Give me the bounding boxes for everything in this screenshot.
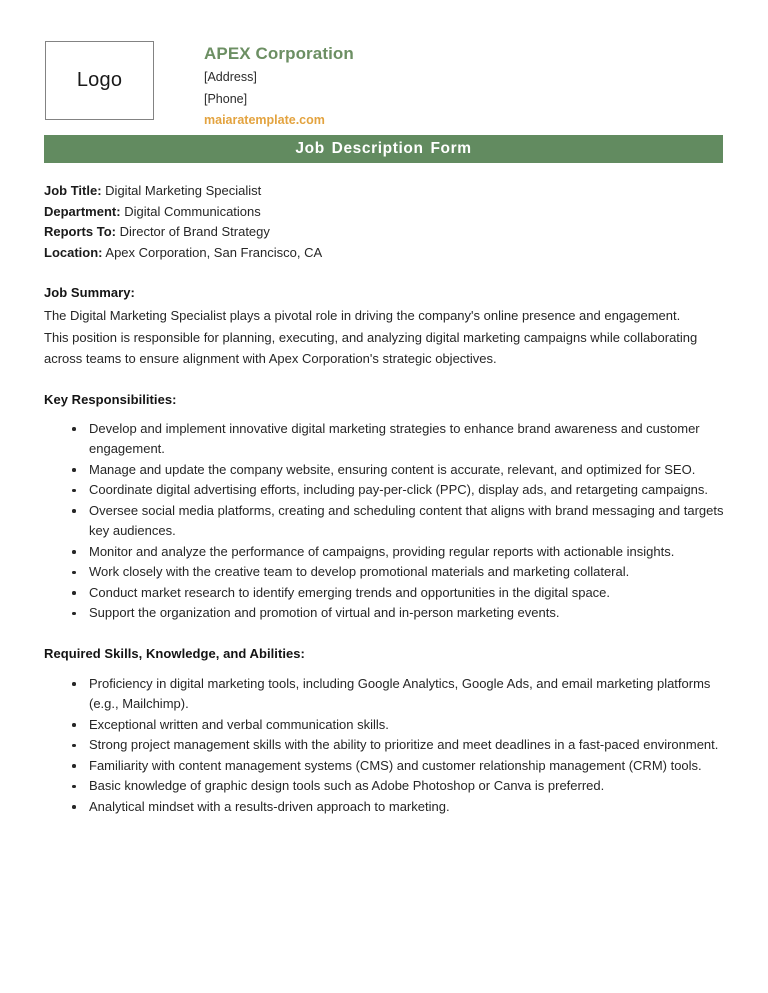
list-item: Work closely with the creative team to develop promotional materials and marketing collateral. — [44, 562, 724, 583]
document-header — [45, 41, 724, 129]
job-title-label: Job Title: — [44, 183, 102, 198]
job-summary-section — [44, 285, 724, 370]
list-item: Oversee social media platforms, creating and scheduling content that aligns with brand messaging and targets key audiences. — [44, 501, 724, 542]
company-info-block — [204, 41, 354, 129]
list-item: Basic knowledge of graphic design tools such as Adobe Photoshop or Canva is preferred. — [44, 776, 724, 797]
form-title: Job Description Form — [295, 140, 472, 157]
list-item: Proficiency in digital marketing tools, including Google Analytics, Google Ads, and email marketing platforms (e.g., Mailchimp). — [44, 674, 724, 715]
reports-to-row — [44, 222, 724, 243]
required-skills-section — [44, 646, 724, 818]
list-item: Exceptional written and verbal communication skills. — [44, 715, 724, 736]
list-item: Manage and update the company website, ensuring content is accurate, relevant, and optimized for SEO. — [44, 460, 724, 481]
job-summary-text: The Digital Marketing Specialist plays a pivotal role in driving the company's online presence and engagement. This position is responsible for planning, executing, and analyzing digital marketing campaigns while collaborating across teams to ensure alignment with Apex Corporation's strategic objectives. — [44, 308, 698, 366]
department-row — [44, 202, 724, 223]
job-title-row — [44, 181, 724, 202]
list-item: Support the organization and promotion of virtual and in-person marketing events. — [44, 603, 724, 624]
list-item: Develop and implement innovative digital marketing strategies to enhance brand awareness and customer engagement. — [44, 419, 724, 460]
location-value: Apex Corporation, San Francisco, CA — [105, 244, 323, 260]
logo-placeholder-text: Logo — [76, 69, 123, 91]
reports-to-value: Director of Brand Strategy — [119, 224, 270, 239]
form-title-banner — [44, 135, 723, 163]
document-body — [44, 181, 724, 817]
key-responsibilities-list — [44, 419, 724, 624]
key-responsibilities-section — [44, 392, 724, 624]
company-phone: [Phone] — [204, 91, 248, 106]
key-responsibilities-heading: Key Responsibilities: — [44, 391, 177, 407]
department-label: Department: — [44, 203, 121, 219]
list-item: Coordinate digital advertising efforts, including pay-per-click (PPC), display ads, and retargeting campaigns. — [44, 480, 724, 501]
department-value: Digital Communications — [124, 203, 261, 219]
job-summary-heading: Job Summary: — [44, 285, 135, 300]
list-item: Strong project management skills with the ability to prioritize and meet deadlines in a fast-paced environment. — [44, 735, 724, 756]
job-title-value: Digital Marketing Specialist — [105, 183, 262, 198]
job-meta-list — [44, 181, 724, 263]
required-skills-list — [44, 674, 724, 818]
list-item: Familiarity with content management systems (CMS) and customer relationship management (CRM) tools. — [44, 756, 724, 777]
required-skills-heading: Required Skills, Knowledge, and Abilities: — [44, 645, 305, 661]
reports-to-label: Reports To: — [44, 224, 116, 239]
company-name: APEX Corporation — [204, 44, 354, 63]
list-item: Monitor and analyze the performance of campaigns, providing regular reports with actionable insights. — [44, 542, 724, 563]
location-label: Location: — [44, 244, 103, 260]
company-address: [Address] — [204, 70, 257, 84]
logo-placeholder-box — [45, 41, 154, 120]
list-item: Conduct market research to identify emerging trends and opportunities in the digital space. — [44, 583, 724, 604]
location-row — [44, 243, 724, 264]
list-item: Analytical mindset with a results-driven approach to marketing. — [44, 797, 724, 818]
company-website-link[interactable]: maiaratemplate.com — [204, 113, 325, 128]
